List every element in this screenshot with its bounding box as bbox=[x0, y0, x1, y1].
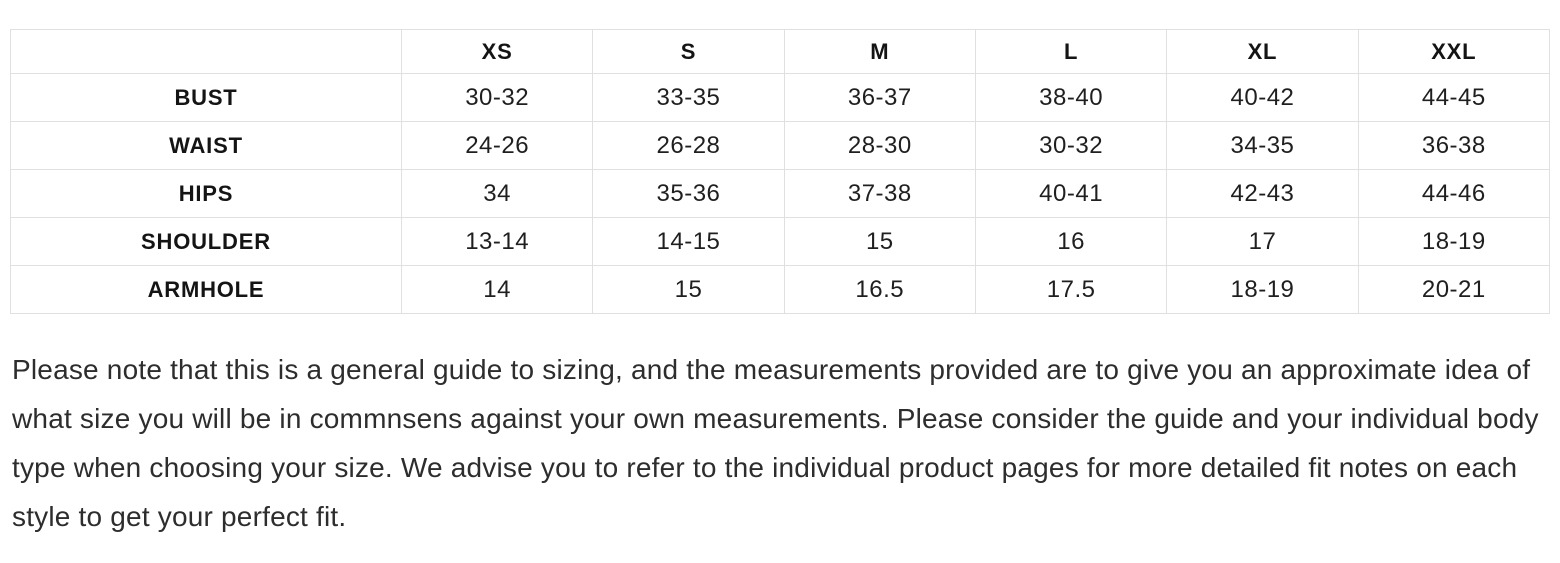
size-cell: 30-32 bbox=[975, 122, 1166, 170]
size-cell: 44-45 bbox=[1358, 74, 1549, 122]
column-header-xxl: XXL bbox=[1358, 30, 1549, 74]
size-cell: 30-32 bbox=[401, 74, 592, 122]
size-cell: 44-46 bbox=[1358, 170, 1549, 218]
corner-cell bbox=[11, 30, 402, 74]
size-cell: 16 bbox=[975, 218, 1166, 266]
size-cell: 26-28 bbox=[593, 122, 784, 170]
size-cell: 20-21 bbox=[1358, 266, 1549, 314]
size-cell: 17 bbox=[1167, 218, 1358, 266]
size-chart-header-row bbox=[11, 30, 1550, 74]
size-cell: 33-35 bbox=[593, 74, 784, 122]
size-cell: 18-19 bbox=[1167, 266, 1358, 314]
size-cell: 14 bbox=[401, 266, 592, 314]
size-cell: 38-40 bbox=[975, 74, 1166, 122]
size-cell: 13-14 bbox=[401, 218, 592, 266]
size-cell: 24-26 bbox=[401, 122, 592, 170]
size-cell: 35-36 bbox=[593, 170, 784, 218]
column-header-m: M bbox=[784, 30, 975, 74]
column-header-s: S bbox=[593, 30, 784, 74]
table-row-waist bbox=[11, 122, 1550, 170]
column-header-xs: XS bbox=[401, 30, 592, 74]
size-cell: 17.5 bbox=[975, 266, 1166, 314]
size-cell: 18-19 bbox=[1358, 218, 1549, 266]
size-cell: 14-15 bbox=[593, 218, 784, 266]
column-header-l: L bbox=[975, 30, 1166, 74]
table-row-bust bbox=[11, 74, 1550, 122]
size-cell: 34-35 bbox=[1167, 122, 1358, 170]
table-row-armhole bbox=[11, 266, 1550, 314]
row-label-bust: BUST bbox=[11, 74, 402, 122]
size-cell: 36-38 bbox=[1358, 122, 1549, 170]
size-cell: 40-41 bbox=[975, 170, 1166, 218]
size-cell: 15 bbox=[784, 218, 975, 266]
size-cell: 42-43 bbox=[1167, 170, 1358, 218]
sizing-note: Please note that this is a general guide to sizing, and the measurements provided are to give you an approximate idea of what size you will be in commnsens against your own measurements. Please consider the guide and your individual body type when choosing your size. We advise you to refer to the individual product pages for more detailed fit notes on each style to get your perfect fit. bbox=[12, 354, 1539, 532]
table-row-hips bbox=[11, 170, 1550, 218]
size-cell: 40-42 bbox=[1167, 74, 1358, 122]
size-cell: 34 bbox=[401, 170, 592, 218]
row-label-hips: HIPS bbox=[11, 170, 402, 218]
size-cell: 16.5 bbox=[784, 266, 975, 314]
row-label-armhole: ARMHOLE bbox=[11, 266, 402, 314]
size-chart-table bbox=[10, 29, 1550, 314]
row-label-shoulder: SHOULDER bbox=[11, 218, 402, 266]
size-cell: 36-37 bbox=[784, 74, 975, 122]
size-cell: 28-30 bbox=[784, 122, 975, 170]
row-label-waist: WAIST bbox=[11, 122, 402, 170]
size-cell: 37-38 bbox=[784, 170, 975, 218]
table-row-shoulder bbox=[11, 218, 1550, 266]
column-header-xl: XL bbox=[1167, 30, 1358, 74]
size-cell: 15 bbox=[593, 266, 784, 314]
